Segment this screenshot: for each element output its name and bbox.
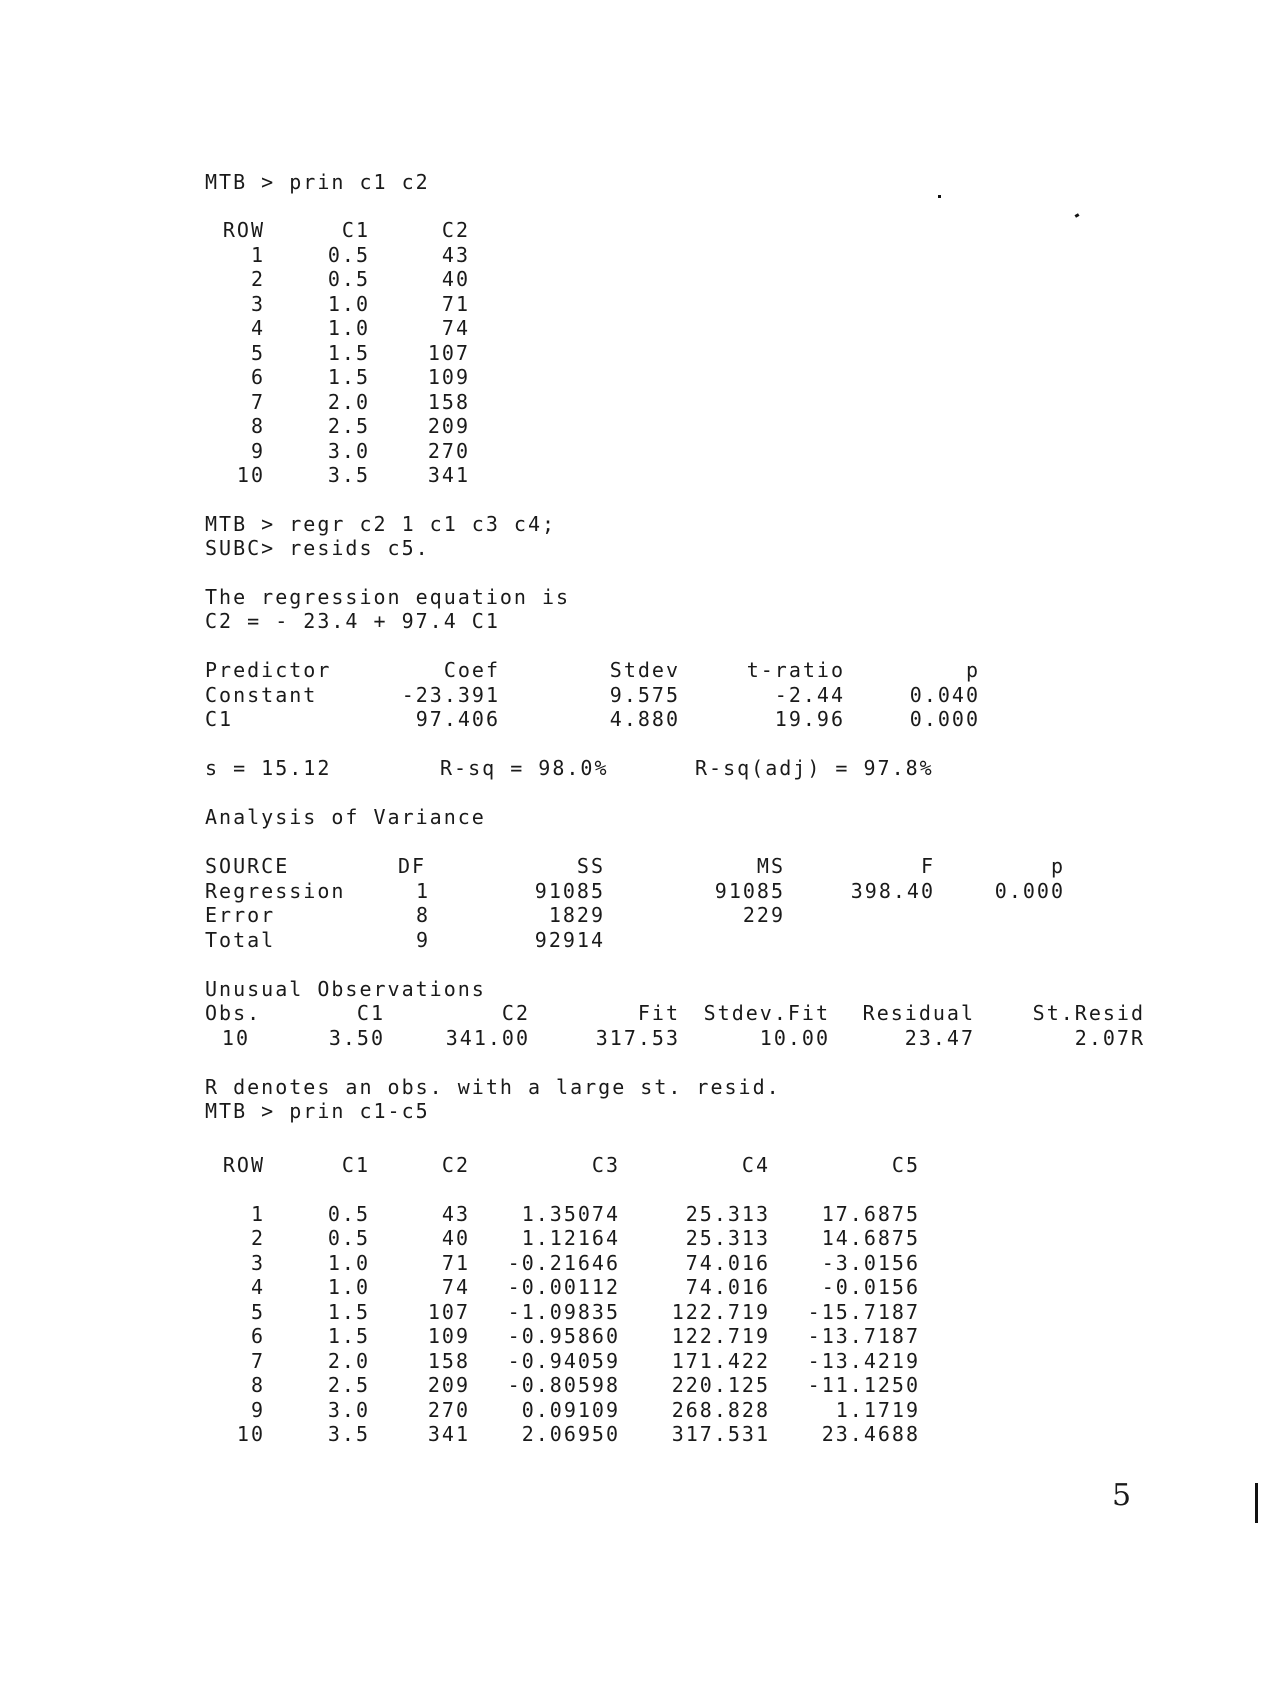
table2-cell: -11.1250	[807, 1373, 920, 1397]
table2-cell: 3.0	[327, 1398, 370, 1422]
table1-cell: 2.0	[327, 390, 370, 414]
table1-cell: 3.0	[327, 439, 370, 463]
unusual-header-stdev-fit: Stdev.Fit	[703, 1001, 830, 1025]
table2-cell: 7	[250, 1349, 265, 1373]
anova-header-source: SOURCE	[205, 854, 290, 878]
anova-header-p: p	[1050, 854, 1065, 878]
anova-header-ms: MS	[756, 854, 785, 878]
scan-speck	[1075, 213, 1080, 218]
table2-cell: -1.09835	[507, 1300, 620, 1324]
table2-header-c5: C5	[891, 1153, 920, 1177]
table1-cell: 10	[236, 463, 265, 487]
table2-cell: 107	[427, 1300, 470, 1324]
anova-cell: Regression	[205, 879, 346, 903]
table2-cell: 1.0	[327, 1251, 370, 1275]
coef-header-coef: Coef	[443, 658, 500, 682]
table2-cell: 317.531	[671, 1422, 770, 1446]
unusual-header-c1: C1	[356, 1001, 385, 1025]
unusual-header-st-resid: St.Resid	[1032, 1001, 1145, 1025]
table2-cell: -0.00112	[507, 1275, 620, 1299]
table2-cell: 0.5	[327, 1226, 370, 1250]
unusual-cell: 3.50	[328, 1026, 385, 1050]
unusual-cell: 2.07R	[1074, 1026, 1145, 1050]
unusual-header-c2: C2	[501, 1001, 530, 1025]
table1-cell: 1	[250, 243, 265, 267]
table2-cell: 1.1719	[835, 1398, 920, 1422]
table2-cell: 2	[250, 1226, 265, 1250]
table2-cell: -0.0156	[821, 1275, 920, 1299]
table1-cell: 0.5	[327, 267, 370, 291]
table2-cell: -0.95860	[507, 1324, 620, 1348]
coef-cell: 0.000	[909, 707, 980, 731]
coef-header-predictor: Predictor	[205, 658, 332, 682]
table1-cell: 9	[250, 439, 265, 463]
table2-cell: 1.12164	[521, 1226, 620, 1250]
table1-header-c2: C2	[441, 218, 470, 242]
anova-cell: 1	[415, 879, 430, 903]
command-print-c1-c5: MTB > prin c1-c5	[205, 1099, 430, 1123]
table1-cell: 71	[441, 292, 470, 316]
anova-cell: 91085	[534, 879, 605, 903]
anova-header-ss: SS	[576, 854, 605, 878]
table2-cell: 220.125	[671, 1373, 770, 1397]
scan-speck	[938, 195, 941, 198]
table1-cell: 5	[250, 341, 265, 365]
coef-cell: -2.44	[774, 683, 845, 707]
table2-cell: -0.80598	[507, 1373, 620, 1397]
table2-cell: -15.7187	[807, 1300, 920, 1324]
equation-title: The regression equation is	[205, 585, 571, 609]
table2-cell: 1.0	[327, 1275, 370, 1299]
table1-cell: 158	[427, 390, 470, 414]
table2-cell: -3.0156	[821, 1251, 920, 1275]
table1-cell: 7	[250, 390, 265, 414]
table1-cell: 341	[427, 463, 470, 487]
anova-header-f: F	[920, 854, 935, 878]
unusual-header-fit: Fit	[637, 1001, 680, 1025]
table2-cell: 23.4688	[821, 1422, 920, 1446]
table1-cell: 3.5	[327, 463, 370, 487]
table2-cell: 0.09109	[521, 1398, 620, 1422]
command-print-c1-c2: MTB > prin c1 c2	[205, 170, 430, 194]
table2-cell: 5	[250, 1300, 265, 1324]
table2-cell: 9	[250, 1398, 265, 1422]
unusual-cell: 10	[221, 1026, 250, 1050]
anova-cell: 91085	[714, 879, 785, 903]
table1-cell: 3	[250, 292, 265, 316]
unusual-cell: 10.00	[759, 1026, 830, 1050]
table2-cell: 158	[427, 1349, 470, 1373]
table2-cell: 43	[441, 1202, 470, 1226]
handwritten-page-number: 5	[1112, 1478, 1132, 1513]
table1-cell: 2	[250, 267, 265, 291]
table2-header-c3: C3	[591, 1153, 620, 1177]
anova-cell: 92914	[534, 928, 605, 952]
table2-cell: 3.5	[327, 1422, 370, 1446]
table2-cell: 1.5	[327, 1300, 370, 1324]
table2-cell: 74	[441, 1275, 470, 1299]
coef-cell: 4.880	[609, 707, 680, 731]
coef-cell: 97.406	[415, 707, 500, 731]
table2-cell: -0.21646	[507, 1251, 620, 1275]
table2-cell: 6	[250, 1324, 265, 1348]
anova-cell: 8	[415, 903, 430, 927]
unusual-header-obs: Obs.	[205, 1001, 262, 1025]
coef-cell: Constant	[205, 683, 318, 707]
coef-cell: 9.575	[609, 683, 680, 707]
command-regression: MTB > regr c2 1 c1 c3 c4;	[205, 512, 557, 536]
table2-cell: 122.719	[671, 1300, 770, 1324]
table2-cell: -13.7187	[807, 1324, 920, 1348]
table1-header-c1: C1	[341, 218, 370, 242]
table1-cell: 8	[250, 414, 265, 438]
unusual-title: Unusual Observations	[205, 977, 486, 1001]
table2-cell: 71	[441, 1251, 470, 1275]
table1-cell: 1.0	[327, 292, 370, 316]
table1-cell: 74	[441, 316, 470, 340]
stat-rsq: R-sq = 98.0%	[440, 756, 609, 780]
table2-header-row: ROW	[222, 1153, 265, 1177]
table2-cell: 209	[427, 1373, 470, 1397]
table2-cell: 4	[250, 1275, 265, 1299]
coef-header-p: p	[965, 658, 980, 682]
table2-header-c1: C1	[341, 1153, 370, 1177]
table2-cell: 25.313	[685, 1202, 770, 1226]
anova-title: Analysis of Variance	[205, 805, 486, 829]
coef-cell: 0.040	[909, 683, 980, 707]
unusual-header-residual: Residual	[862, 1001, 975, 1025]
table2-cell: 2.06950	[521, 1422, 620, 1446]
unusual-cell: 317.53	[595, 1026, 680, 1050]
table2-cell: 0.5	[327, 1202, 370, 1226]
table1-cell: 43	[441, 243, 470, 267]
table2-cell: 2.0	[327, 1349, 370, 1373]
table1-cell: 40	[441, 267, 470, 291]
anova-cell: 229	[742, 903, 785, 927]
table2-cell: 109	[427, 1324, 470, 1348]
table2-cell: 268.828	[671, 1398, 770, 1422]
table2-cell: 1	[250, 1202, 265, 1226]
table2-cell: 1.5	[327, 1324, 370, 1348]
table2-header-c4: C4	[741, 1153, 770, 1177]
table2-cell: 2.5	[327, 1373, 370, 1397]
table1-cell: 1.5	[327, 365, 370, 389]
unusual-note: R denotes an obs. with a large st. resid.	[205, 1075, 781, 1099]
anova-cell: 0.000	[994, 879, 1065, 903]
table1-cell: 6	[250, 365, 265, 389]
table2-cell: 14.6875	[821, 1226, 920, 1250]
table1-cell: 1.5	[327, 341, 370, 365]
table1-cell: 0.5	[327, 243, 370, 267]
anova-cell: 9	[415, 928, 430, 952]
coef-cell: 19.96	[774, 707, 845, 731]
table2-cell: 341	[427, 1422, 470, 1446]
table2-cell: 10	[236, 1422, 265, 1446]
table2-cell: 171.422	[671, 1349, 770, 1373]
coef-header-stdev: Stdev	[609, 658, 680, 682]
table2-cell: 1.35074	[521, 1202, 620, 1226]
unusual-cell: 23.47	[904, 1026, 975, 1050]
table2-cell: 270	[427, 1398, 470, 1422]
table2-cell: 8	[250, 1373, 265, 1397]
table2-cell: 40	[441, 1226, 470, 1250]
table2-cell: 74.016	[685, 1275, 770, 1299]
regression-equation: C2 = - 23.4 + 97.4 C1	[205, 609, 500, 633]
table2-cell: 74.016	[685, 1251, 770, 1275]
table1-cell: 1.0	[327, 316, 370, 340]
subcommand-resids: SUBC> resids c5.	[205, 536, 430, 560]
anova-cell: Error	[205, 903, 276, 927]
stat-s: s = 15.12	[205, 756, 332, 780]
anova-cell: 1829	[548, 903, 605, 927]
table2-cell: 25.313	[685, 1226, 770, 1250]
coef-header-tratio: t-ratio	[746, 658, 845, 682]
table2-cell: 122.719	[671, 1324, 770, 1348]
table2-header-c2: C2	[441, 1153, 470, 1177]
table1-cell: 270	[427, 439, 470, 463]
anova-cell: Total	[205, 928, 276, 952]
table1-header-row: ROW	[222, 218, 265, 242]
table1-cell: 2.5	[327, 414, 370, 438]
coef-cell: C1	[205, 707, 234, 731]
table1-cell: 109	[427, 365, 470, 389]
table2-cell: -13.4219	[807, 1349, 920, 1373]
anova-header-df: DF	[398, 854, 427, 878]
unusual-cell: 341.00	[445, 1026, 530, 1050]
coef-cell: -23.391	[401, 683, 500, 707]
anova-cell: 398.40	[850, 879, 935, 903]
table1-cell: 107	[427, 341, 470, 365]
table1-cell: 4	[250, 316, 265, 340]
table1-cell: 209	[427, 414, 470, 438]
stat-rsq-adj: R-sq(adj) = 97.8%	[695, 756, 934, 780]
table2-cell: -0.94059	[507, 1349, 620, 1373]
scan-edge-mark	[1255, 1483, 1258, 1523]
table2-cell: 17.6875	[821, 1202, 920, 1226]
table2-cell: 3	[250, 1251, 265, 1275]
